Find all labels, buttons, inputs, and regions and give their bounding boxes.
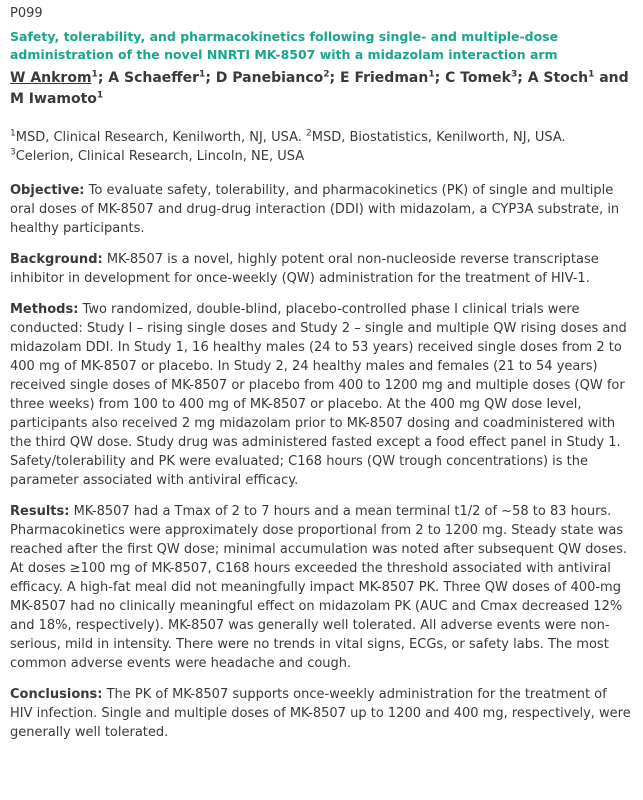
section-text: To evaluate safety, tolerability, and pharmacokinetics (PK) of single and multiple oral doses of MK-8507 and drug-drug interaction (DDI) with midazolam, a CYP3A substrate, in healthy participants. (10, 183, 620, 236)
results-section (10, 502, 631, 673)
affiliation-number: 2 (306, 128, 312, 139)
affiliation-list (10, 128, 631, 166)
author (108, 70, 216, 86)
author-affiliation-number: 1 (588, 69, 595, 80)
abstract-code: P099 (10, 6, 43, 21)
author (216, 70, 340, 86)
author-name: A Schaeffer (108, 70, 200, 86)
methods-section (10, 300, 631, 490)
author-affiliation-number: 1 (199, 69, 206, 80)
author-affiliation-number: 1 (96, 90, 104, 101)
author-name: C Tomek (445, 70, 511, 86)
section-label: Results: (10, 504, 70, 519)
author-name: A Stoch (527, 70, 589, 86)
author-separator: and (594, 70, 629, 86)
author-separator: ; (517, 70, 528, 86)
author (340, 70, 445, 86)
author-separator: ; (97, 70, 109, 86)
section-label: Background: (10, 252, 103, 267)
section-text: MK-8507 had a Tmax of 2 to 7 hours and a mean terminal t1/2 of ~58 to 83 hours. Pharmacokinetics were approximately dose proportional from 2 to 1200 mg. Steady state was reached after the first QW dose; minimal accumulation was noted after subsequent QW doses. At doses ≥100 mg of MK-8507, C168 hours exceeded the threshold associated with antiviral efficacy. A high-fat meal did not meaningfully impact MK-8507 PK. Three QW doses of 400-mg MK-8507 had no clinically meaningful effect on midazolam PK (AUC and Cmax decreased 12% and 18%, respectively). MK-8507 was generally well tolerated. All adverse events were non-serious, mild in intensity. There were no trends in vital signs, ECGs, or safety labs. The most common adverse events were headache and cough. (10, 504, 628, 671)
author-affiliation-number: 1 (91, 69, 98, 80)
section-label: Conclusions: (10, 687, 103, 702)
section-text: MK-8507 is a novel, highly potent oral non-nucleoside reverse transcriptase inhibitor in development for once-weekly (QW) administration for the treatment of HIV-1. (10, 252, 599, 286)
section-text: The PK of MK-8507 supports once-weekly administration for the treatment of HIV infection. Single and multiple doses of MK-8507 up to 1200 and 400 mg, respectively, were generally well tolerated. (10, 687, 631, 740)
author-name: D Panebianco (215, 70, 324, 86)
author-list (10, 68, 631, 110)
affiliation-text: MSD, Clinical Research, Kenilworth, NJ, USA. (15, 130, 307, 145)
section-text: Two randomized, double-blind, placebo-controlled phase I clinical trials were conducted: Study I – rising single doses and Study 2 – single and multiple QW rising doses and midazolam DDI. In Study 1, 16 healthy males (24 to 53 years) received single doses from 2 to 400 mg of MK-8507 or placebo. In Study 2, 24 healthy males and females (21 to 54 years) received single doses of MK-8507 or placebo from 400 to 1200 mg and multiple doses (QW for three weeks) from 100 to 400 mg of MK-8507 or placebo. At the 400 mg QW dose level, participants also received 2 mg midazolam prior to MK-8507 dosing and coadministered with the third QW dose. Study drug was administered fasted except a food effect panel in Study 1. Safety/tolerability and PK were evaluated; C168 hours (QW trough concentrations) is the parameter associated with antiviral efficacy. (10, 302, 627, 488)
section-label: Methods: (10, 302, 79, 317)
author-name: M Iwamoto (10, 91, 97, 107)
author-name: W Ankrom (10, 70, 92, 86)
author-name: E Friedman (340, 70, 429, 86)
author (10, 91, 103, 107)
affiliation-text: Celerion, Clinical Research, Lincoln, NE, USA (15, 149, 305, 164)
section-label: Objective: (10, 183, 85, 198)
author-separator: ; (434, 70, 446, 86)
author-separator: ; (329, 70, 340, 86)
background-section (10, 250, 631, 288)
author (445, 70, 528, 86)
author (528, 70, 629, 86)
author-affiliation-number: 2 (323, 69, 330, 80)
author-separator: ; (205, 70, 216, 86)
author-affiliation-number: 1 (428, 69, 435, 80)
conclusions-section (10, 685, 631, 742)
abstract-title: Safety, tolerability, and pharmacokinetics following single- and multiple-dose administration of the novel NNRTI MK-8507 with a midazolam interaction arm (10, 29, 559, 62)
author-affiliation-number: 3 (510, 69, 518, 80)
affiliation-number: 3 (10, 147, 16, 158)
affiliation-text: MSD, Biostatistics, Kenilworth, NJ, USA. (311, 130, 566, 145)
affiliation-number: 1 (10, 128, 16, 139)
objective-section (10, 181, 631, 238)
author (10, 70, 108, 86)
